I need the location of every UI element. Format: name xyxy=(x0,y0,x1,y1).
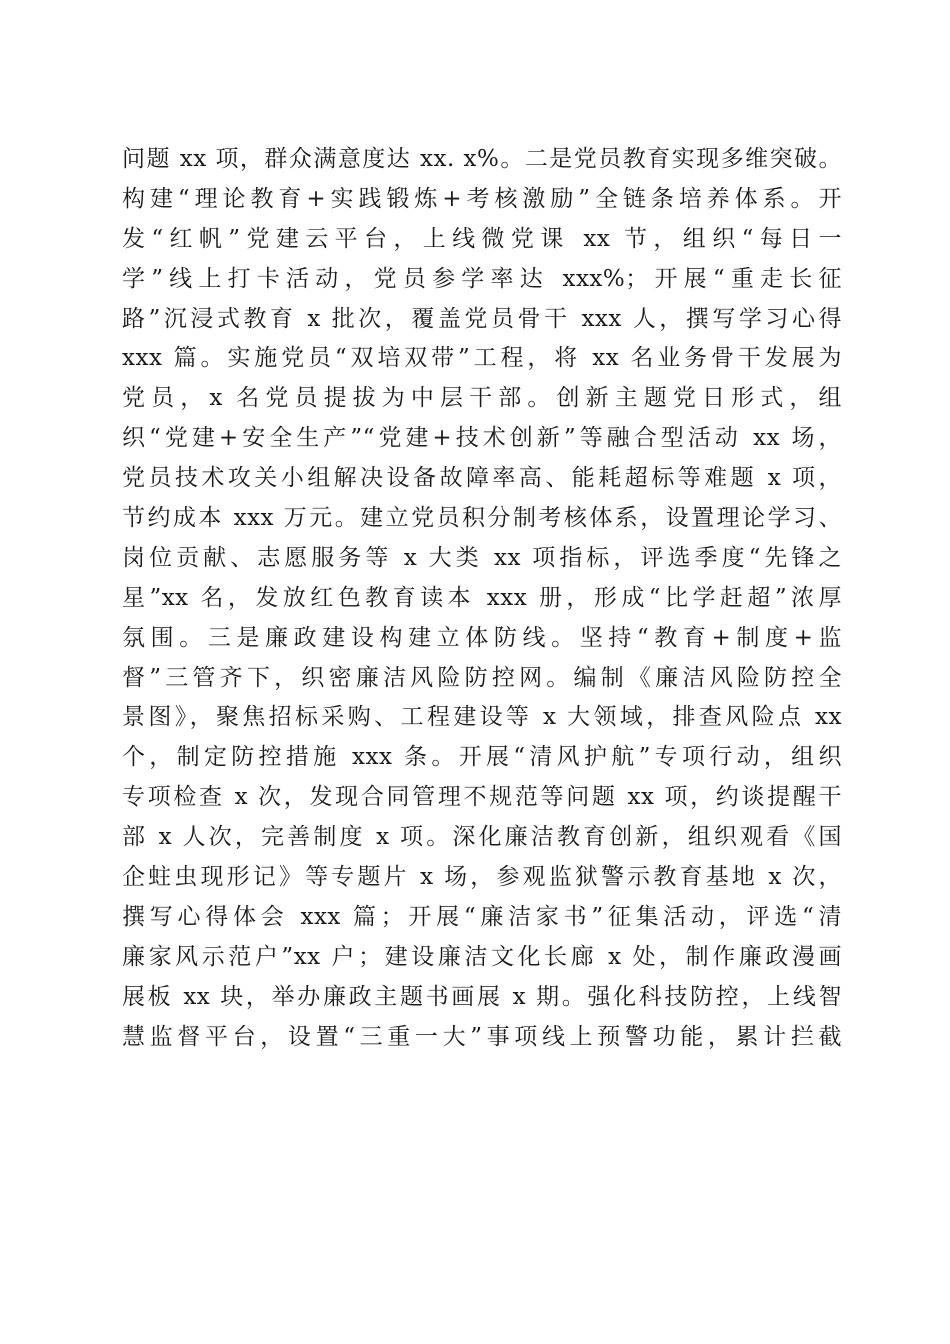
text-line: 问题 xx 项，群众满意度达 xx. x%。二是党员教育实现多维突破。 xyxy=(122,146,842,172)
text-line: 企蛀虫现形记》等专题片 x 场，参观监狱警示教育基地 x 次， xyxy=(122,864,842,891)
text-line: 撰写心得体会 xxx 篇；开展“廉洁家书”征集活动，评选“清 xyxy=(122,903,842,930)
text-line: 专项检查 x 次，发现合同管理不规范等问题 xx 项，约谈提醒干 xyxy=(122,784,842,811)
text-line: 氛围。三是廉政建设构建立体防线。坚持“教育+制度+监 xyxy=(122,624,842,651)
text-line: 发“红帆”党建云平台，上线微党课 xx 节，组织“每日一 xyxy=(122,225,842,252)
text-line: 构建“理论教育+实践锻炼+考核激励”全链条培养体系。开 xyxy=(122,185,842,212)
text-line: 路”沉浸式教育 x 批次，覆盖党员骨干 xxx 人，撰写学习心得 xyxy=(122,305,842,332)
text-line: 岗位贡献、志愿服务等 x 大类 xx 项指标，评选季度“先锋之 xyxy=(122,544,842,571)
text-line: 织“党建+安全生产”“党建+技术创新”等融合型活动 xx 场， xyxy=(122,425,842,452)
text-line: 部 x 人次，完善制度 x 项。深化廉洁教育创新，组织观看《国 xyxy=(122,824,842,851)
text-line: 星”xx 名，发放红色教育读本 xxx 册，形成“比学赶超”浓厚 xyxy=(122,584,842,611)
text-line: xxx 篇。实施党员“双培双带”工程，将 xx 名业务骨干发展为 xyxy=(122,345,842,372)
document-body xyxy=(122,140,842,1057)
text-line: 节约成本 xxx 万元。建立党员积分制考核体系，设置理论学习、 xyxy=(122,505,842,532)
text-line: 廉家风示范户”xx 户；建设廉洁文化长廊 x 处，制作廉政漫画 xyxy=(122,943,842,970)
text-line: 展板 xx 块，举办廉政主题书画展 x 期。强化科技防控，上线智 xyxy=(122,983,842,1010)
text-line: 学”线上打卡活动，党员参学率达 xxx%；开展“重走长征 xyxy=(122,265,842,292)
text-line: 督”三管齐下，织密廉洁风险防控网。编制《廉洁风险防控全 xyxy=(122,664,842,691)
text-line: 景图》，聚焦招标采购、工程建设等 x 大领域，排查风险点 xx xyxy=(122,704,842,731)
text-line: 党员技术攻关小组解决设备故障率高、能耗超标等难题 x 项， xyxy=(122,465,842,492)
text-line: 党员，x 名党员提拔为中层干部。创新主题党日形式，组 xyxy=(122,385,842,412)
text-line: 慧监督平台，设置“三重一大”事项线上预警功能，累计拦截 xyxy=(122,1023,842,1050)
text-line: 个，制定防控措施 xxx 条。开展“清风护航”专项行动，组织 xyxy=(122,744,842,771)
